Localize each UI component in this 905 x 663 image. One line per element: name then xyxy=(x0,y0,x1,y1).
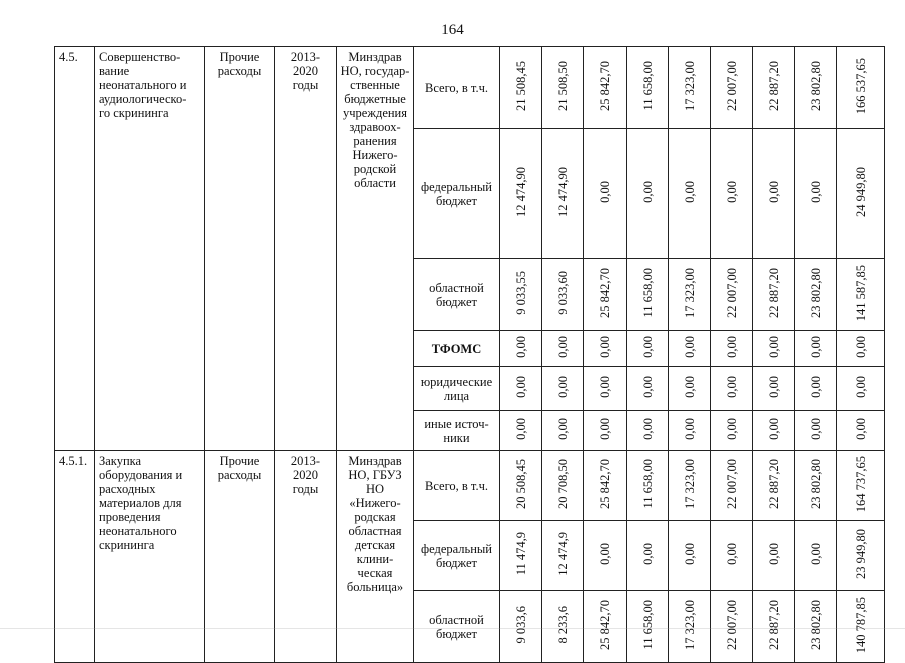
value-cell xyxy=(500,259,542,331)
value-text: 11 658,00 xyxy=(640,61,655,111)
cell-line: Всего, в т.ч. xyxy=(425,80,488,95)
value-cell xyxy=(500,521,542,591)
value-cell xyxy=(627,47,669,129)
value-cell xyxy=(584,129,627,259)
value-text: 20 508,45 xyxy=(513,459,528,509)
cell-line: расходных xyxy=(99,482,156,496)
value-cell xyxy=(542,129,584,259)
value-text: 0,00 xyxy=(724,543,739,565)
value-cell xyxy=(711,331,753,367)
value-text: 0,00 xyxy=(640,181,655,203)
value-cell xyxy=(711,47,753,129)
cell-line: здравоох- xyxy=(349,120,401,134)
value-cell xyxy=(542,331,584,367)
value-text: 0,00 xyxy=(555,376,570,398)
cell-line: Совершенство- xyxy=(99,50,181,64)
cell-line: родской xyxy=(353,162,397,176)
value-text: 8 233,6 xyxy=(555,606,570,644)
value-text: 0,00 xyxy=(853,336,868,358)
value-cell xyxy=(584,367,627,411)
cell-line: федеральный xyxy=(420,179,492,194)
item-number: 4.5.1. xyxy=(55,451,95,663)
value-text: 0,00 xyxy=(555,336,570,358)
expense-type xyxy=(205,451,275,663)
period-years xyxy=(275,451,337,663)
cell-line: детская xyxy=(354,538,396,552)
value-cell xyxy=(795,591,837,663)
value-cell xyxy=(584,47,627,129)
value-text: 22 007,00 xyxy=(724,600,739,650)
cell-line: 2020 xyxy=(293,468,318,482)
value-cell xyxy=(795,331,837,367)
value-text: 0,00 xyxy=(724,181,739,203)
value-cell xyxy=(627,129,669,259)
value-cell xyxy=(669,259,711,331)
cell-line: го скрининга xyxy=(99,106,169,120)
funding-source xyxy=(414,259,500,331)
value-text: 0,00 xyxy=(808,336,823,358)
value-cell xyxy=(753,591,795,663)
value-text: 23 802,80 xyxy=(808,61,823,111)
cell-line: оборудования и xyxy=(99,468,183,482)
value-text: 0,00 xyxy=(682,376,697,398)
value-text: 25 842,70 xyxy=(598,600,612,650)
value-cell xyxy=(584,411,627,451)
value-text: 23 949,80 xyxy=(853,529,868,579)
value-text: 22 887,20 xyxy=(766,268,781,318)
value-cell xyxy=(837,259,885,331)
value-text: 0,00 xyxy=(724,336,739,358)
value-text: 22 887,20 xyxy=(766,61,781,111)
value-text: 12 474,9 xyxy=(555,532,570,576)
cell-line: 2013- xyxy=(290,454,321,468)
page-number: 164 xyxy=(441,22,464,38)
value-text: 166 537,65 xyxy=(853,57,868,115)
value-cell xyxy=(669,591,711,663)
value-cell xyxy=(584,259,627,331)
cell-line: федеральный xyxy=(420,541,492,556)
funding-source xyxy=(414,411,500,451)
cell-line: бюджет xyxy=(436,555,477,570)
value-cell xyxy=(837,47,885,129)
value-text: 23 802,80 xyxy=(808,268,823,318)
cell-line: ранения xyxy=(353,134,397,148)
value-cell xyxy=(837,591,885,663)
value-cell xyxy=(795,411,837,451)
value-text: 0,00 xyxy=(682,418,697,440)
cell-line: больница» xyxy=(346,580,404,594)
value-text: 12 474,90 xyxy=(513,167,528,217)
value-cell xyxy=(711,411,753,451)
cell-line: клини- xyxy=(356,552,394,566)
cell-line: НО, ГБУЗ xyxy=(348,468,402,482)
value-text: 140 787,85 xyxy=(853,596,868,654)
value-text: 0,00 xyxy=(513,376,528,398)
value-text: 22 007,00 xyxy=(724,459,739,509)
cell-line: ческая xyxy=(357,566,393,580)
value-cell xyxy=(837,367,885,411)
funding-source xyxy=(414,331,500,367)
value-cell xyxy=(669,367,711,411)
value-cell xyxy=(837,411,885,451)
value-cell xyxy=(500,331,542,367)
executor xyxy=(337,47,414,451)
cell-line: материалов для xyxy=(99,496,182,510)
value-text: 11 658,00 xyxy=(640,459,655,509)
cell-line: проведения xyxy=(99,510,161,524)
funding-source xyxy=(414,591,500,663)
value-cell xyxy=(753,411,795,451)
value-text: 0,00 xyxy=(513,418,528,440)
cell-line: Прочие xyxy=(219,50,260,64)
value-text: 0,00 xyxy=(640,418,655,440)
value-cell xyxy=(669,331,711,367)
value-cell xyxy=(542,47,584,129)
value-text: 0,00 xyxy=(808,376,823,398)
value-text: 12 474,90 xyxy=(555,167,570,217)
value-cell xyxy=(753,259,795,331)
value-cell xyxy=(542,411,584,451)
value-text: 0,00 xyxy=(598,336,612,358)
cell-line: лица xyxy=(443,388,470,403)
cell-line: расходы xyxy=(217,64,262,78)
value-cell xyxy=(500,411,542,451)
value-text: 0,00 xyxy=(766,376,781,398)
value-cell xyxy=(627,521,669,591)
value-text: 25 842,70 xyxy=(598,61,612,111)
value-cell xyxy=(500,451,542,521)
value-cell xyxy=(627,331,669,367)
cell-line: родская xyxy=(354,510,396,524)
cell-line: бюджет xyxy=(436,294,477,309)
value-cell xyxy=(711,129,753,259)
value-text: 11 658,00 xyxy=(640,600,655,650)
value-text: 11 474,9 xyxy=(513,532,528,576)
table-row xyxy=(55,451,885,521)
value-text: 9 033,6 xyxy=(513,606,528,644)
value-cell xyxy=(627,259,669,331)
value-cell xyxy=(669,521,711,591)
cell-line: Минздрав xyxy=(348,50,402,64)
period-years xyxy=(275,47,337,451)
value-cell xyxy=(584,331,627,367)
value-text: 0,00 xyxy=(766,336,781,358)
value-text: 20 708,50 xyxy=(555,459,570,509)
value-cell xyxy=(837,451,885,521)
value-cell xyxy=(669,411,711,451)
value-text: 17 323,00 xyxy=(682,268,697,318)
cell-line: годы xyxy=(292,78,319,92)
value-text: 22 887,20 xyxy=(766,459,781,509)
funding-source xyxy=(414,521,500,591)
cell-line: областная xyxy=(348,524,402,538)
value-cell xyxy=(627,367,669,411)
value-cell xyxy=(795,259,837,331)
cell-line: ники xyxy=(443,430,470,445)
value-cell xyxy=(627,411,669,451)
cell-line: неонатального xyxy=(99,524,177,538)
funding-source xyxy=(414,451,500,521)
value-cell xyxy=(795,521,837,591)
value-cell xyxy=(500,591,542,663)
value-text: 0,00 xyxy=(513,336,528,358)
value-cell xyxy=(627,591,669,663)
value-cell xyxy=(542,451,584,521)
value-cell xyxy=(753,129,795,259)
value-cell xyxy=(584,591,627,663)
value-cell xyxy=(753,367,795,411)
value-cell xyxy=(627,451,669,521)
value-text: 0,00 xyxy=(853,376,868,398)
value-cell xyxy=(837,129,885,259)
value-cell xyxy=(669,47,711,129)
cell-line: Минздрав xyxy=(348,454,402,468)
cell-line: бюджет xyxy=(436,193,477,208)
value-text: 23 802,80 xyxy=(808,600,823,650)
value-cell xyxy=(542,521,584,591)
value-text: 0,00 xyxy=(640,543,655,565)
value-cell xyxy=(711,367,753,411)
cell-line: областной xyxy=(429,612,484,627)
value-cell xyxy=(753,521,795,591)
cell-line: 2020 xyxy=(293,64,318,78)
value-cell xyxy=(753,451,795,521)
funding-source xyxy=(414,367,500,411)
value-cell xyxy=(542,367,584,411)
cell-line: Всего, в т.ч. xyxy=(425,478,488,493)
value-cell xyxy=(669,451,711,521)
value-text: 0,00 xyxy=(766,418,781,440)
value-cell xyxy=(837,331,885,367)
scan-mark xyxy=(0,628,905,629)
value-text: 17 323,00 xyxy=(682,459,697,509)
cell-line: ТФОМС xyxy=(431,341,482,356)
value-text: 0,00 xyxy=(598,181,612,203)
value-text: 141 587,85 xyxy=(853,264,868,322)
value-cell xyxy=(711,591,753,663)
value-text: 25 842,70 xyxy=(598,268,612,318)
cell-line: Нижего- xyxy=(352,148,398,162)
cell-line: аудиологическо- xyxy=(99,92,187,106)
value-cell xyxy=(837,521,885,591)
funding-source xyxy=(414,47,500,129)
cell-line: области xyxy=(354,176,396,190)
value-cell xyxy=(584,521,627,591)
value-text: 24 949,80 xyxy=(853,167,868,217)
value-text: 0,00 xyxy=(598,418,612,440)
cell-line: неонатального и xyxy=(99,78,187,92)
cell-line: Закупка xyxy=(99,454,142,468)
cell-line: вание xyxy=(99,64,130,78)
value-text: 17 323,00 xyxy=(682,600,697,650)
cell-line: расходы xyxy=(217,468,262,482)
value-cell xyxy=(795,129,837,259)
cell-line: ственные xyxy=(350,78,400,92)
table-body xyxy=(55,47,885,663)
cell-line: областной xyxy=(429,280,484,295)
value-cell xyxy=(500,129,542,259)
value-cell xyxy=(711,451,753,521)
value-text: 0,00 xyxy=(808,181,823,203)
value-cell xyxy=(753,47,795,129)
value-text: 0,00 xyxy=(682,543,697,565)
value-text: 0,00 xyxy=(640,376,655,398)
item-name xyxy=(95,451,205,663)
value-text: 21 508,50 xyxy=(555,61,570,111)
cell-line: скрининга xyxy=(99,538,155,552)
cell-line: юридические xyxy=(420,374,493,389)
value-text: 0,00 xyxy=(598,543,612,565)
budget-table xyxy=(54,46,885,663)
value-text: 0,00 xyxy=(682,336,697,358)
value-text: 0,00 xyxy=(766,543,781,565)
item-number: 4.5. xyxy=(55,47,95,451)
cell-line: НО xyxy=(365,482,385,496)
cell-line: бюджет xyxy=(436,626,477,641)
cell-line: бюджетные xyxy=(344,92,406,106)
value-text: 23 802,80 xyxy=(808,459,823,509)
cell-line: «Нижего- xyxy=(349,496,401,510)
value-text: 9 033,60 xyxy=(555,271,570,315)
value-text: 17 323,00 xyxy=(682,61,697,111)
cell-line: НО, государ- xyxy=(340,64,410,78)
value-text: 0,00 xyxy=(598,376,612,398)
cell-line: годы xyxy=(292,482,319,496)
expense-type xyxy=(205,47,275,451)
value-cell xyxy=(542,591,584,663)
value-cell xyxy=(542,259,584,331)
value-cell xyxy=(711,521,753,591)
value-cell xyxy=(795,451,837,521)
executor xyxy=(337,451,414,663)
value-text: 0,00 xyxy=(724,376,739,398)
value-text: 0,00 xyxy=(808,543,823,565)
cell-line: 2013- xyxy=(290,50,321,64)
funding-source xyxy=(414,129,500,259)
value-text: 22 007,00 xyxy=(724,268,739,318)
value-cell xyxy=(711,259,753,331)
value-text: 9 033,55 xyxy=(513,271,528,315)
value-text: 0,00 xyxy=(853,418,868,440)
value-text: 21 508,45 xyxy=(513,61,528,111)
value-text: 11 658,00 xyxy=(640,268,655,318)
cell-line: Прочие xyxy=(219,454,260,468)
value-cell xyxy=(753,331,795,367)
value-text: 25 842,70 xyxy=(598,459,612,509)
cell-line: учреждения xyxy=(342,106,407,120)
value-text: 0,00 xyxy=(555,418,570,440)
value-text: 0,00 xyxy=(724,418,739,440)
value-text: 0,00 xyxy=(808,418,823,440)
value-text: 22 007,00 xyxy=(724,61,739,111)
cell-line: иные источ- xyxy=(424,416,489,431)
value-text: 0,00 xyxy=(682,181,697,203)
value-text: 164 737,65 xyxy=(853,455,868,513)
value-text: 0,00 xyxy=(640,336,655,358)
value-cell xyxy=(500,47,542,129)
value-cell xyxy=(500,367,542,411)
value-cell xyxy=(795,367,837,411)
value-text: 22 887,20 xyxy=(766,600,781,650)
item-name xyxy=(95,47,205,451)
table-row xyxy=(55,47,885,129)
value-cell xyxy=(669,129,711,259)
value-cell xyxy=(584,451,627,521)
value-text: 0,00 xyxy=(766,181,781,203)
value-cell xyxy=(795,47,837,129)
